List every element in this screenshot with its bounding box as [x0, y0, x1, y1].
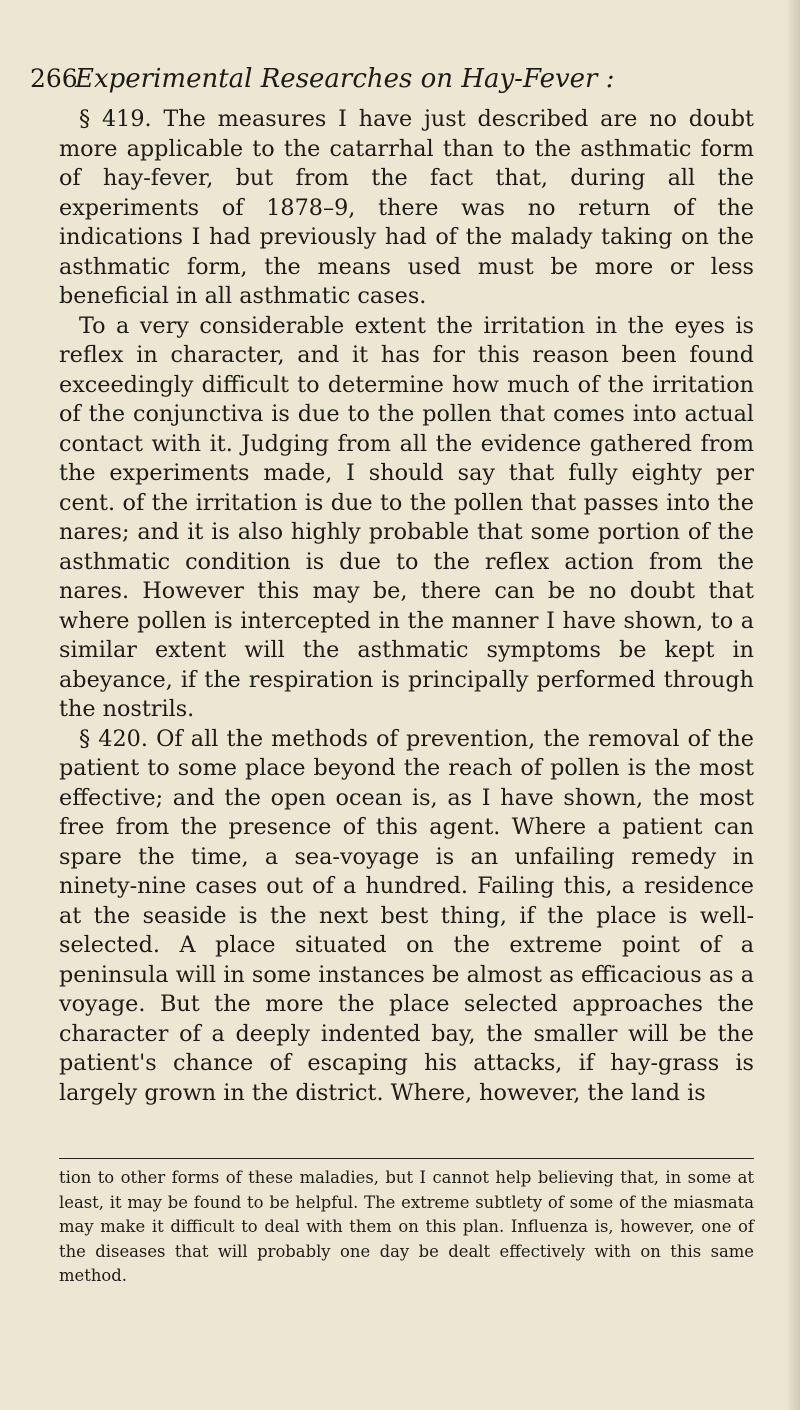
paragraph-420: § 420. Of all the methods of prevention, the removal of the patient to some place beyond the reach of pollen is the most effective; and the open ocean is, as I have shown, the most free from the presence of this agent. Where a patient can spare the time, a sea-voyage is an unfailing remedy in ninety-nine cases out of a hundred. Failing this, a residence at the seaside is the next best thing, if the place is well-selected. A place situated on the extreme point of a peninsula will in some instances be almost as efficacious as a voyage. But the more the place selected approaches the character of a deeply indented bay, the smaller will be the patient's chance of escaping his attacks, if hay-grass is largely grown in the district. Where, however, the land is — [59, 725, 754, 1106]
footnote-divider — [59, 1158, 754, 1159]
page-header — [30, 64, 770, 104]
running-title: Experimental Researches on Hay-Fever : — [75, 64, 615, 94]
paragraph-reflex-irritation: To a very considerable extent the irritation in the eyes is reflex in character, and it has for this reason been found exceedingly difficult to determine how much of the irritation of the conjunctiva is due to the pollen that comes into actual contact with it. Judging from all the evidence gathered from the experiments made, I should say that fully eighty per cent. of the irritation is due to the pollen that passes into the nares; and it is also highly probable that some portion of the asthmatic condition is due to the reflex action from the nares. However this may be, there can be no doubt that where pollen is intercepted in the manner I have shown, to a similar extent will the asthmatic symptoms be kept in abeyance, if the respiration is principally performed through the nostrils. — [59, 312, 754, 722]
body-text — [59, 105, 754, 1108]
page-number: 266 — [30, 64, 78, 93]
footnote-text: tion to other forms of these maladies, but I cannot help believing that, in some at least, it may be found to be helpful. The extreme subtlety of some of the miasmata may make it difficult to deal with them on this plan. Influenza is, however, one of the diseases that will probably one day be dealt effectively with on this same method. — [59, 1168, 754, 1285]
paragraph-419: § 419. The measures I have just described are no doubt more applicable to the catarrhal than to the asthmatic form of hay-fever, but from the fact that, during all the experiments of 1878–9, there was no return of the indications I had previously had of the malady taking on the asthmatic form, the means used must be more or less beneficial in all asthmatic cases. — [59, 106, 754, 309]
page-edge-shadow — [786, 0, 800, 1410]
footnote — [59, 1166, 754, 1289]
